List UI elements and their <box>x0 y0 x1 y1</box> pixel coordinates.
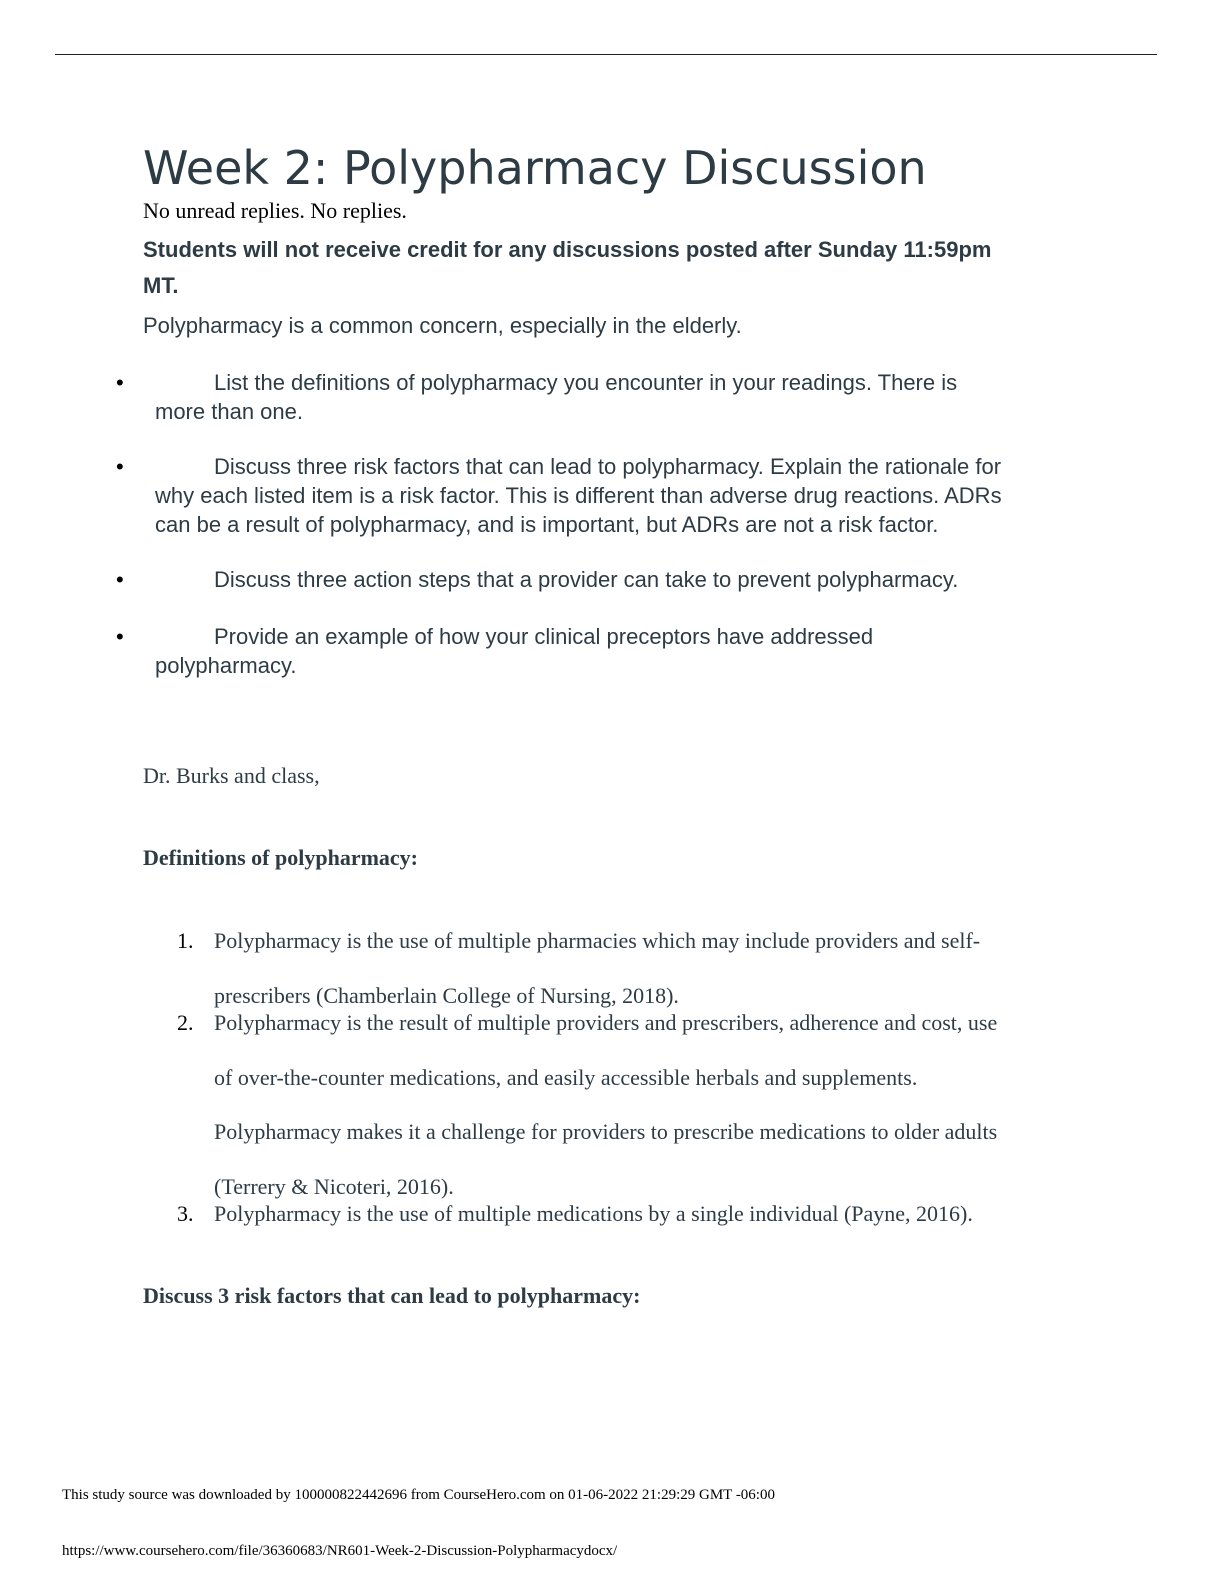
prompt-item <box>116 622 1075 680</box>
definitions-heading: Definitions of polypharmacy: <box>143 845 418 870</box>
definition-number: 3. <box>177 1201 194 1226</box>
bullet-icon: • <box>116 454 124 479</box>
prompt-line: more than one. <box>155 399 303 424</box>
bullet-icon: • <box>116 567 124 592</box>
definition-line: prescribers (Chamberlain College of Nursing, 2018). <box>214 982 679 1008</box>
definition-line: Polypharmacy makes it a challenge for providers to prescribe medications to older adults <box>214 1119 998 1144</box>
prompt-item <box>116 565 1075 594</box>
prompt-item <box>116 452 1075 539</box>
prompt-line: polypharmacy. <box>155 653 297 678</box>
intro-text: Polypharmacy is a common concern, especially in the elderly. <box>143 313 742 338</box>
definition-number: 2. <box>177 1010 194 1035</box>
definition-item <box>177 996 1074 1214</box>
prompt-line: Discuss three risk factors that can lead to polypharmacy. Explain the rationale for <box>214 454 1002 479</box>
definition-line: of over-the-counter medications, and easily accessible herbals and supplements. <box>214 1064 918 1090</box>
definition-line: Polypharmacy is the use of multiple medications by a single individual (Payne, 2016). <box>214 1201 973 1226</box>
prompt-line: Discuss three action steps that a provider can take to prevent polypharmacy. <box>214 567 959 592</box>
credit-notice-line: Students will not receive credit for any discussions posted after Sunday 11:59pm <box>143 237 992 262</box>
definition-item <box>177 1187 1074 1242</box>
definition-line: Polypharmacy is the result of multiple providers and prescribers, adherence and cost, use <box>214 1010 998 1035</box>
page-title: Week 2: Polypharmacy Discussion <box>143 141 927 195</box>
risk-factors-heading: Discuss 3 risk factors that can lead to polypharmacy: <box>143 1283 641 1308</box>
download-source-notice: This study source was downloaded by 100000822442696 from CourseHero.com on 01-06-2022 21:29:29 GMT -06:00 <box>62 1487 775 1503</box>
source-url[interactable]: https://www.coursehero.com/file/36360683/NR601-Week-2-Discussion-Polypharmacydocx/ <box>62 1543 618 1559</box>
prompt-line: can be a result of polypharmacy, and is important, but ADRs are not a risk factor. <box>155 512 939 537</box>
prompt-item <box>116 368 1075 426</box>
prompt-line: why each listed item is a risk factor. This is different than adverse drug reactions. ADRs <box>155 483 1002 508</box>
greeting: Dr. Burks and class, <box>143 763 320 788</box>
top-horizontal-rule <box>55 54 1157 55</box>
credit-notice <box>143 232 1083 304</box>
credit-notice-line: MT. <box>143 273 179 298</box>
definition-number: 1. <box>177 928 194 953</box>
bullet-icon: • <box>116 370 124 395</box>
bullet-icon: • <box>116 624 124 649</box>
prompt-line: Provide an example of how your clinical preceptors have addressed <box>214 624 874 649</box>
prompt-line: List the definitions of polypharmacy you encounter in your readings. There is <box>214 370 958 395</box>
replies-status: No unread replies. No replies. <box>143 198 407 223</box>
definition-line: Polypharmacy is the use of multiple pharmacies which may include providers and self- <box>214 928 981 953</box>
definition-line: (Terrery & Nicoteri, 2016). <box>214 1173 454 1199</box>
